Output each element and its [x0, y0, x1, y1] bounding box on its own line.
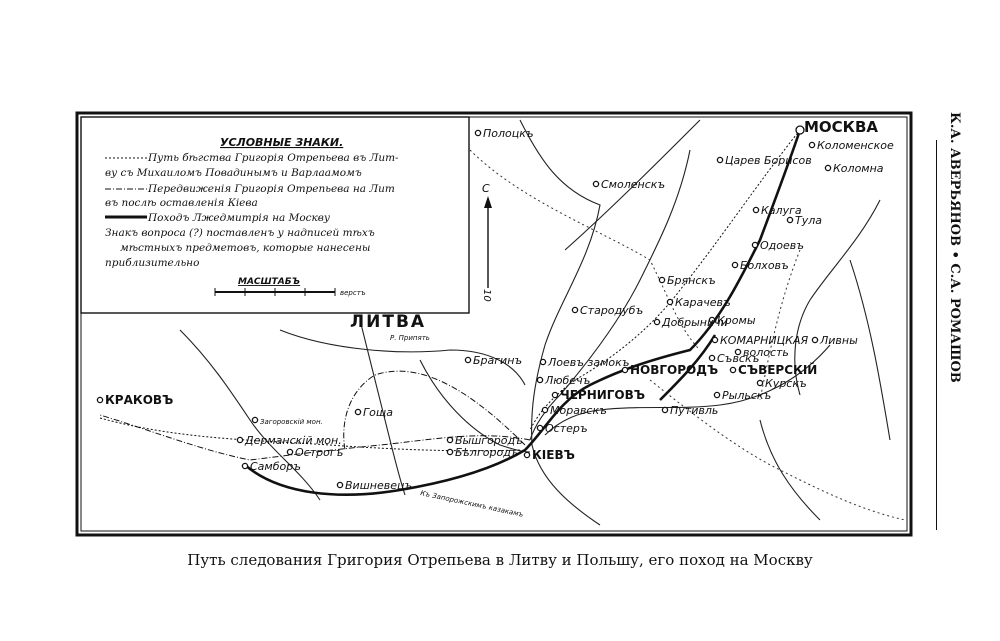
city-label-krakov: КРАКОВЪ: [105, 393, 174, 407]
city-marker-kolomenskoe: [809, 142, 814, 147]
city-marker-livny: [812, 337, 817, 342]
city-marker-vyshgorod: [447, 437, 452, 442]
legend-scale-unit: верстъ: [340, 289, 366, 297]
city-label-kolomna: Коломна: [833, 162, 884, 175]
city-label-komarnitskaya: КОМАРНИЦКАЯ: [720, 334, 809, 347]
city-label-bryansk: Брянскъ: [667, 274, 716, 287]
city-marker-kursk: [757, 380, 762, 385]
city-marker-karachev: [667, 299, 672, 304]
city-label-sverskiy: СЪВЕРСКІЙ: [738, 363, 818, 377]
city-label-moravsk: Моравскъ: [550, 404, 607, 417]
city-label-kursk: Курскъ: [765, 377, 807, 390]
legend-line-8: приблизительно: [105, 257, 200, 269]
city-marker-starodub: [572, 307, 577, 312]
city-label-dermansky: Дерманскій мон.: [245, 434, 342, 447]
border-south: [650, 380, 905, 520]
city-marker-sambor: [242, 463, 247, 468]
city-label-vishnevets: Вишневецъ: [345, 479, 413, 492]
compass: [481, 182, 492, 302]
city-label-tula: Тула: [795, 214, 823, 227]
road-label-zaporozhye: Къ Запорожскимъ казакамъ: [419, 489, 525, 519]
city-marker-moravsk: [542, 407, 547, 412]
city-label-loev: Лоевъ замокъ: [548, 356, 630, 369]
city-label-zagorovsky: Загоровскій мон.: [260, 418, 323, 426]
legend: [81, 117, 469, 313]
city-label-kromy: Кромы: [717, 314, 756, 327]
city-label-odoev: Одоевъ: [760, 239, 805, 252]
city-label-ostrog: Острогъ: [295, 446, 344, 459]
city-marker-odoev: [752, 242, 757, 247]
legend-line-1: Путь бѣгства Григорія Отрепьева въ Лит-: [148, 152, 399, 164]
city-marker-sverskiy: [730, 367, 735, 372]
city-marker-lyubech: [537, 377, 542, 382]
legend-line-6: Знакъ вопроса (?) поставленъ у надписей тѣхъ: [105, 227, 375, 239]
river-west: [180, 330, 320, 500]
side-running-header: [947, 112, 981, 532]
city-marker-dermansky: [237, 437, 242, 442]
city-marker-rylsk: [714, 392, 719, 397]
city-label-kiev: КІЕВЪ: [532, 448, 575, 462]
city-marker-sevsk: [709, 355, 714, 360]
river-don: [850, 260, 890, 440]
city-marker-oster: [537, 425, 542, 430]
city-label-moskva: МОСКВА: [804, 118, 878, 136]
legend-line-3: Передвиженія Григорія Отрепьева на Лит: [148, 183, 395, 195]
city-marker-smolensk: [593, 181, 598, 186]
city-marker-putivl: [662, 407, 667, 412]
city-marker-moskva: [796, 126, 804, 134]
legend-line-2: ву съ Михаиломъ Повадинымъ и Варлаамомъ: [105, 167, 362, 179]
city-label-dobrynichi: Добрыничи: [662, 316, 728, 329]
city-label-rylsk: Рыльскъ: [722, 389, 772, 402]
city-label-putivl: Путивль: [670, 404, 719, 417]
city-marker-bragin: [465, 357, 470, 362]
river-vorskla: [760, 420, 820, 520]
city-marker-tula: [787, 217, 792, 222]
city-marker-belgorod: [447, 449, 452, 454]
legend-title: УСЛОВНЫЕ ЗНАКИ.: [220, 136, 344, 149]
city-label-goshcha: Гоща: [363, 406, 393, 419]
city-label-oster: Остеръ: [545, 422, 588, 435]
legend-line-7: мѣстныхъ предметовъ, которые нанесены: [120, 242, 371, 254]
city-label-chernigov: ЧЕРНИГОВЪ: [560, 388, 646, 402]
city-label-bragin: Брагинъ: [473, 354, 523, 367]
legend-line-5: Походъ Лжедмитрія на Москву: [148, 212, 331, 224]
city-label-polotsk: Полоцкъ: [483, 127, 534, 140]
city-label-kaluga: Калуга: [761, 204, 802, 217]
city-label-sambor: Самборъ: [250, 460, 301, 473]
compass-north: С: [482, 182, 490, 195]
city-marker-dobrynichi: [654, 319, 659, 324]
city-marker-kolomna: [825, 165, 830, 170]
city-label-tsarev_borisov: Царев Борисов: [725, 154, 812, 167]
legend-line-4: въ послѣ оставленія Кіева: [105, 197, 258, 209]
city-label-novgorod: НОВГОРОДЪ: [630, 363, 719, 377]
city-marker-ostrog: [287, 449, 292, 454]
river-label-pripyat: Р. Припять: [390, 334, 430, 342]
city-label-lyubech: Любечъ: [545, 374, 591, 387]
city-marker-kiev: [524, 452, 529, 457]
city-label-starodub: Стародубъ: [580, 304, 644, 317]
city-marker-kaluga: [753, 207, 758, 212]
city-marker-tsarev_borisov: [717, 157, 722, 162]
figure-caption: Путь следования Григория Отрепьева в Литву и Польшу, его поход на Москву: [187, 551, 813, 569]
city-label-bolkhov: Болховъ: [740, 259, 789, 272]
city-marker-loev: [540, 359, 545, 364]
region-litva: ЛИТВА: [350, 312, 427, 332]
city-marker-chernigov: [552, 392, 557, 397]
city-marker-bolkhov: [732, 262, 737, 267]
city-label-sevsk: Съвскъ: [717, 352, 760, 365]
city-marker-krakov: [97, 397, 102, 402]
city-marker-zagorovsky: [252, 417, 257, 422]
city-marker-bryansk: [659, 277, 664, 282]
city-label-smolensk: Смоленскъ: [601, 178, 666, 191]
city-label-livny: Ливны: [820, 334, 858, 347]
city-label-karachev: Карачевъ: [675, 296, 731, 309]
side-rule: [936, 140, 937, 530]
city-label-belgorod: Бѣлгородъ: [455, 446, 519, 459]
city-marker-komarnitskaya: [712, 337, 717, 342]
river-dnieper: [520, 120, 600, 525]
city-label-vyshgorod: Вышгородъ: [455, 434, 523, 447]
city-marker-vishnevets: [337, 482, 342, 487]
side-text: К.А. АВЕРЬЯНОВ • С.А. РОМАШОВ: [947, 112, 962, 383]
compass-scale: 10: [481, 289, 492, 302]
city-label-volost: волость: [743, 346, 789, 359]
city-marker-polotsk: [475, 130, 480, 135]
city-label-kolomenskoe: Коломенское: [817, 139, 894, 152]
city-marker-goshcha: [355, 409, 360, 414]
legend-scale-title: МАСШТАБЪ: [238, 277, 301, 287]
